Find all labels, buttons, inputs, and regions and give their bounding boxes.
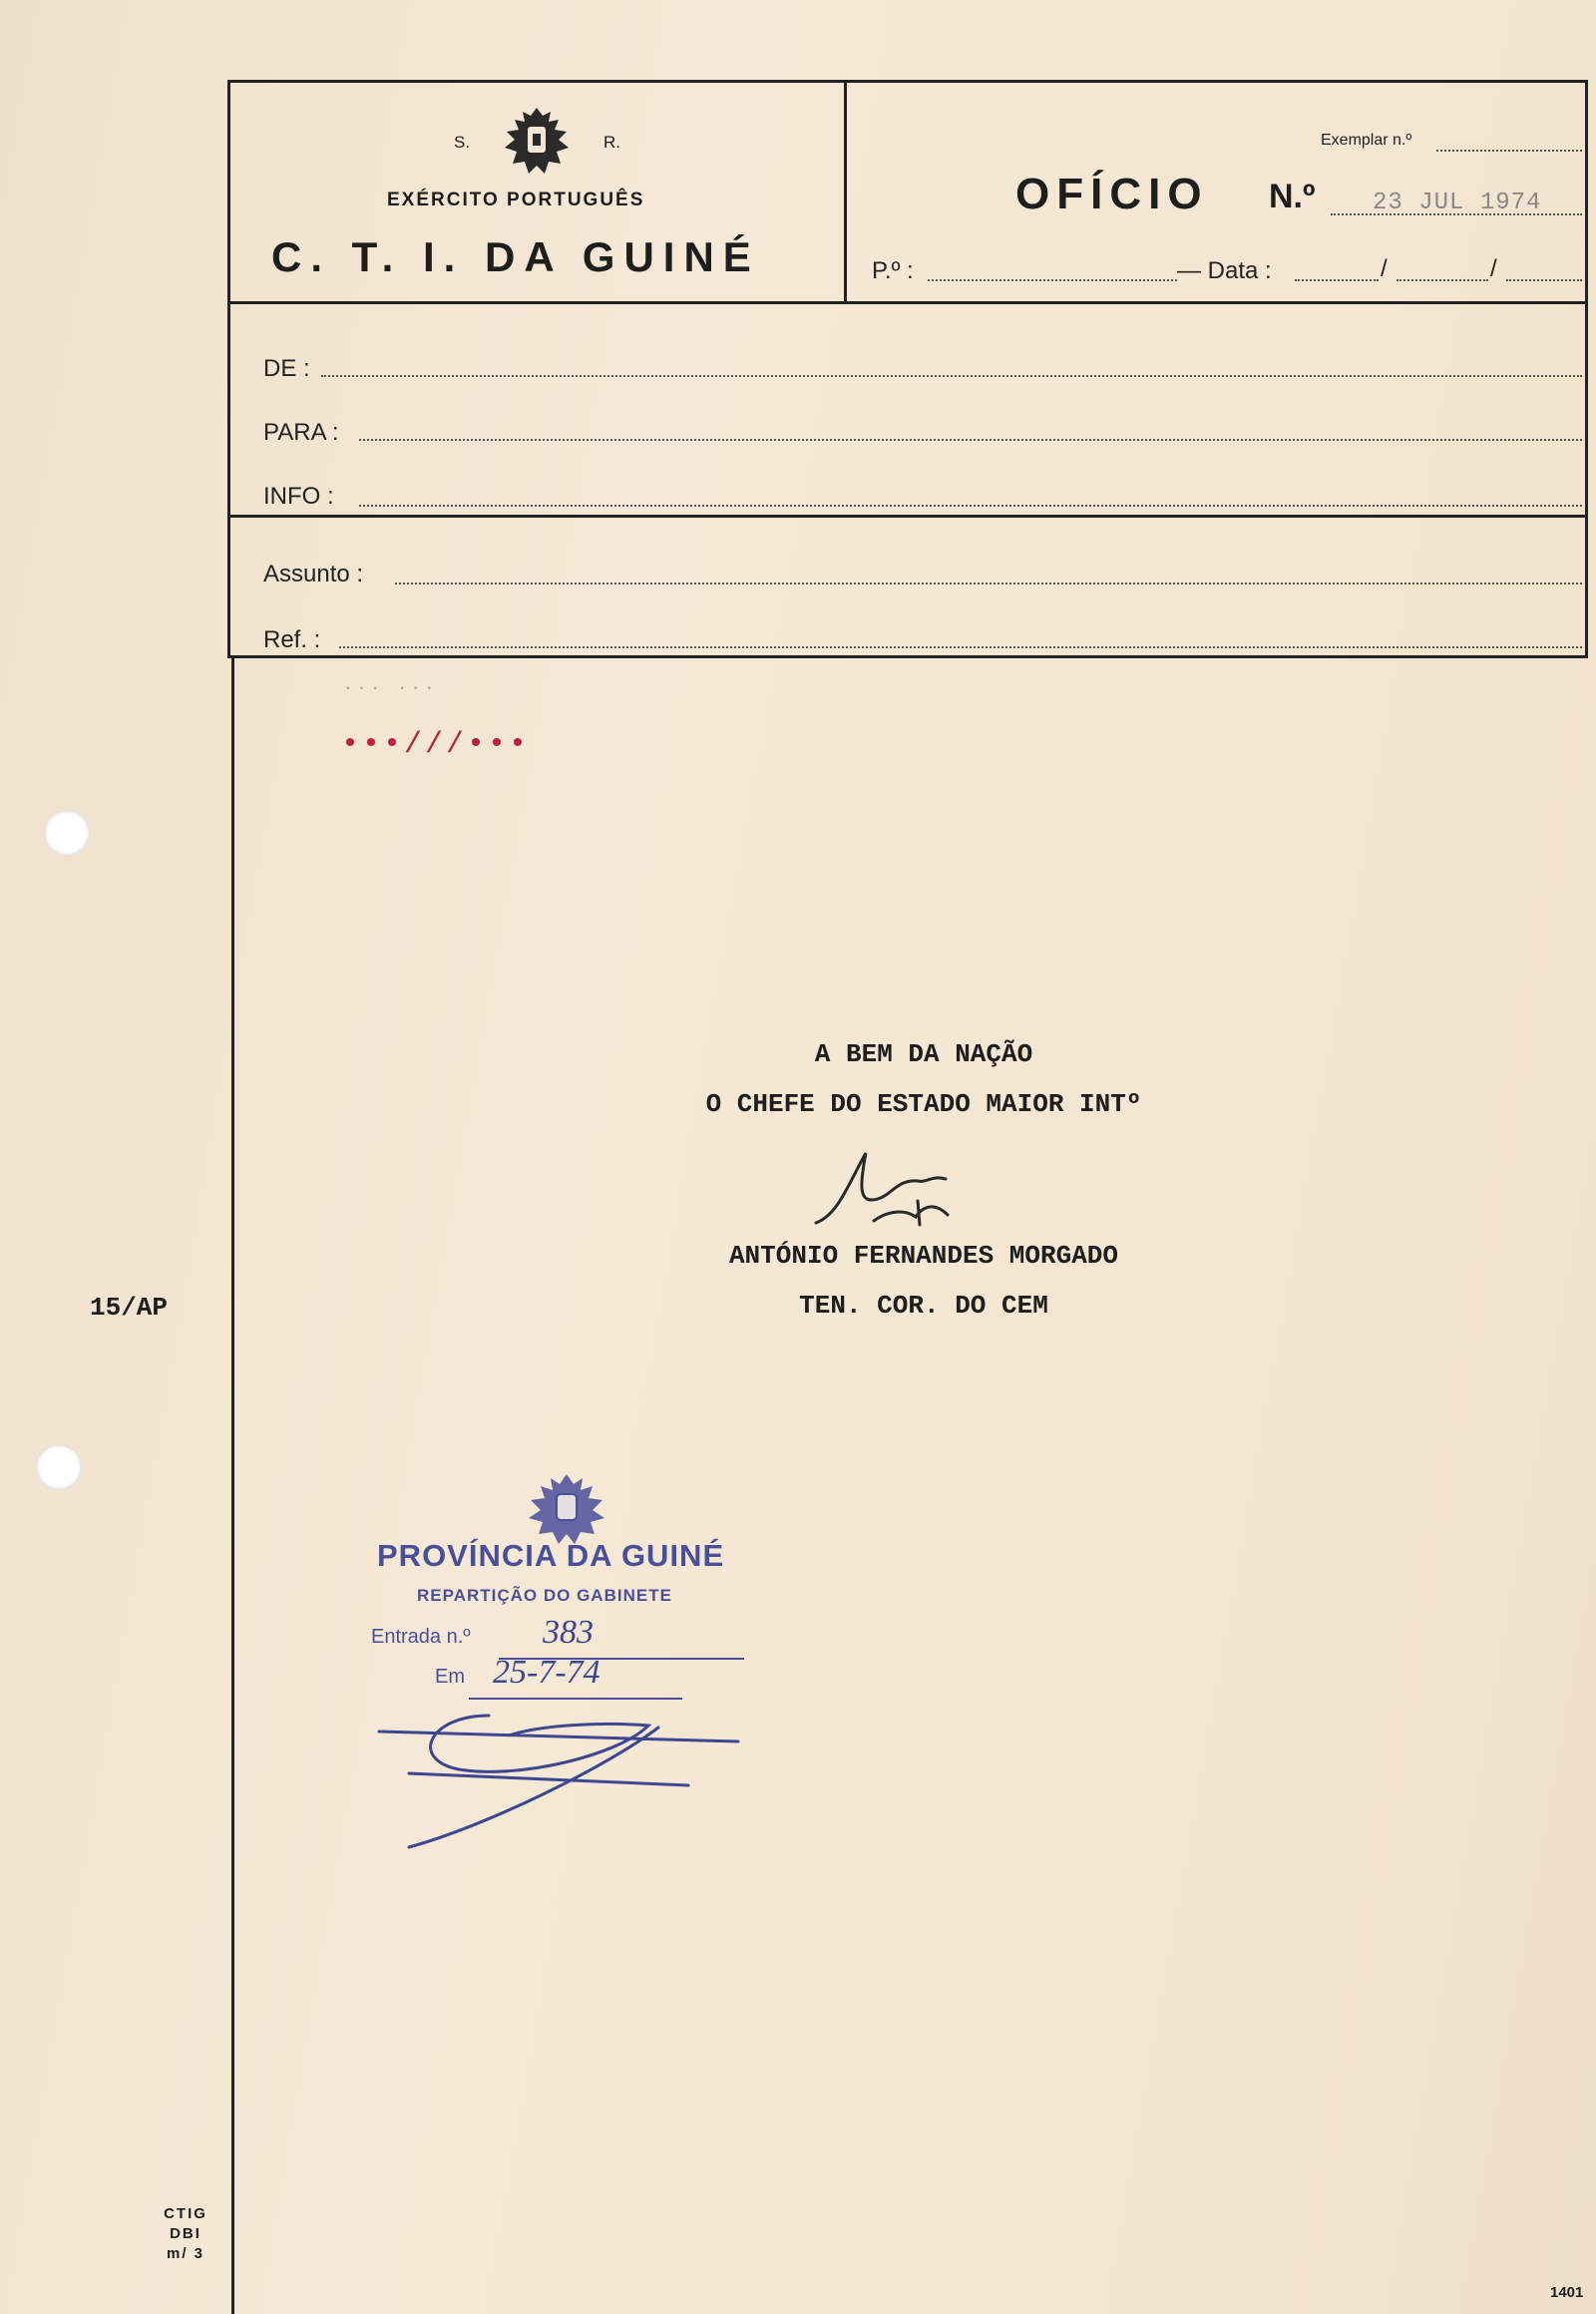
date-year-line (1506, 279, 1582, 281)
document-type: OFÍCIO (1015, 170, 1209, 218)
copy-number-line (1436, 150, 1582, 152)
continuation-marker: •••///••• (341, 728, 531, 762)
from-line (321, 375, 1582, 377)
stamp-department: REPARTIÇÃO DO GABINETE (417, 1586, 672, 1605)
to-label: PARA : (263, 419, 339, 446)
signatory-title: O CHEFE DO ESTADO MAIOR INTº (705, 1089, 1142, 1119)
unit-title: C. T. I. DA GUINÉ (271, 233, 760, 280)
date-separator: / (1381, 255, 1388, 282)
margin-reference: 15/AP (90, 1293, 169, 1323)
security-mark-s: S. (454, 133, 471, 152)
stamp-date-value: 25-7-74 (493, 1654, 600, 1691)
margin-line (231, 658, 234, 2314)
reference-label: Ref. : (263, 626, 321, 653)
footer-code-line: m/ 3 (166, 2245, 204, 2262)
date-label: — Data : (1177, 257, 1272, 284)
punch-hole (44, 810, 90, 856)
header-divider (844, 80, 847, 303)
info-label: INFO : (263, 483, 334, 510)
copy-number-label: Exemplar n.º (1321, 132, 1412, 149)
form-number: 1401 (1550, 2284, 1584, 2301)
footer-code-line: DBI (170, 2225, 201, 2242)
date-month-line (1396, 279, 1488, 281)
subject-line (395, 582, 1582, 584)
faint-marks: ... ... (343, 676, 439, 694)
stamped-date: 23 JUL 1974 (1373, 190, 1542, 216)
info-line (359, 505, 1582, 507)
stamp-date-label: Em (435, 1666, 465, 1688)
stamp-crest-icon (517, 1472, 616, 1546)
process-label: P.º : (872, 257, 914, 284)
signatory-name: ANTÓNIO FERNANDES MORGADO (728, 1241, 1119, 1271)
from-label: DE : (263, 355, 310, 382)
footer-code-line: CTIG (164, 2205, 207, 2222)
stamp-province: PROVÍNCIA DA GUINÉ (377, 1538, 725, 1573)
stamp-entry-number: 383 (543, 1614, 594, 1651)
signatory-rank: TEN. COR. DO CEM (799, 1291, 1048, 1321)
number-label: N.º (1269, 178, 1316, 215)
subject-separator (227, 515, 1588, 518)
reference-line (339, 646, 1582, 648)
header-box (227, 80, 1588, 658)
date-day-line (1295, 279, 1379, 281)
punch-hole (36, 1444, 82, 1490)
to-line (359, 439, 1582, 441)
army-name: EXÉRCITO PORTUGUÊS (387, 190, 645, 210)
date-separator: / (1490, 255, 1497, 282)
subject-label: Assunto : (263, 561, 364, 587)
footer-form-code (148, 2204, 223, 2264)
security-mark-r: R. (603, 133, 620, 152)
coat-of-arms-icon (489, 104, 585, 180)
signature-icon (808, 1145, 988, 1235)
process-line (928, 279, 1177, 281)
stamp-entry-label: Entrada n.º (371, 1626, 471, 1648)
closing-line: A BEM DA NAÇÃO (814, 1039, 1033, 1069)
stamp-initials-icon (369, 1696, 748, 1855)
header-separator (227, 301, 1588, 304)
